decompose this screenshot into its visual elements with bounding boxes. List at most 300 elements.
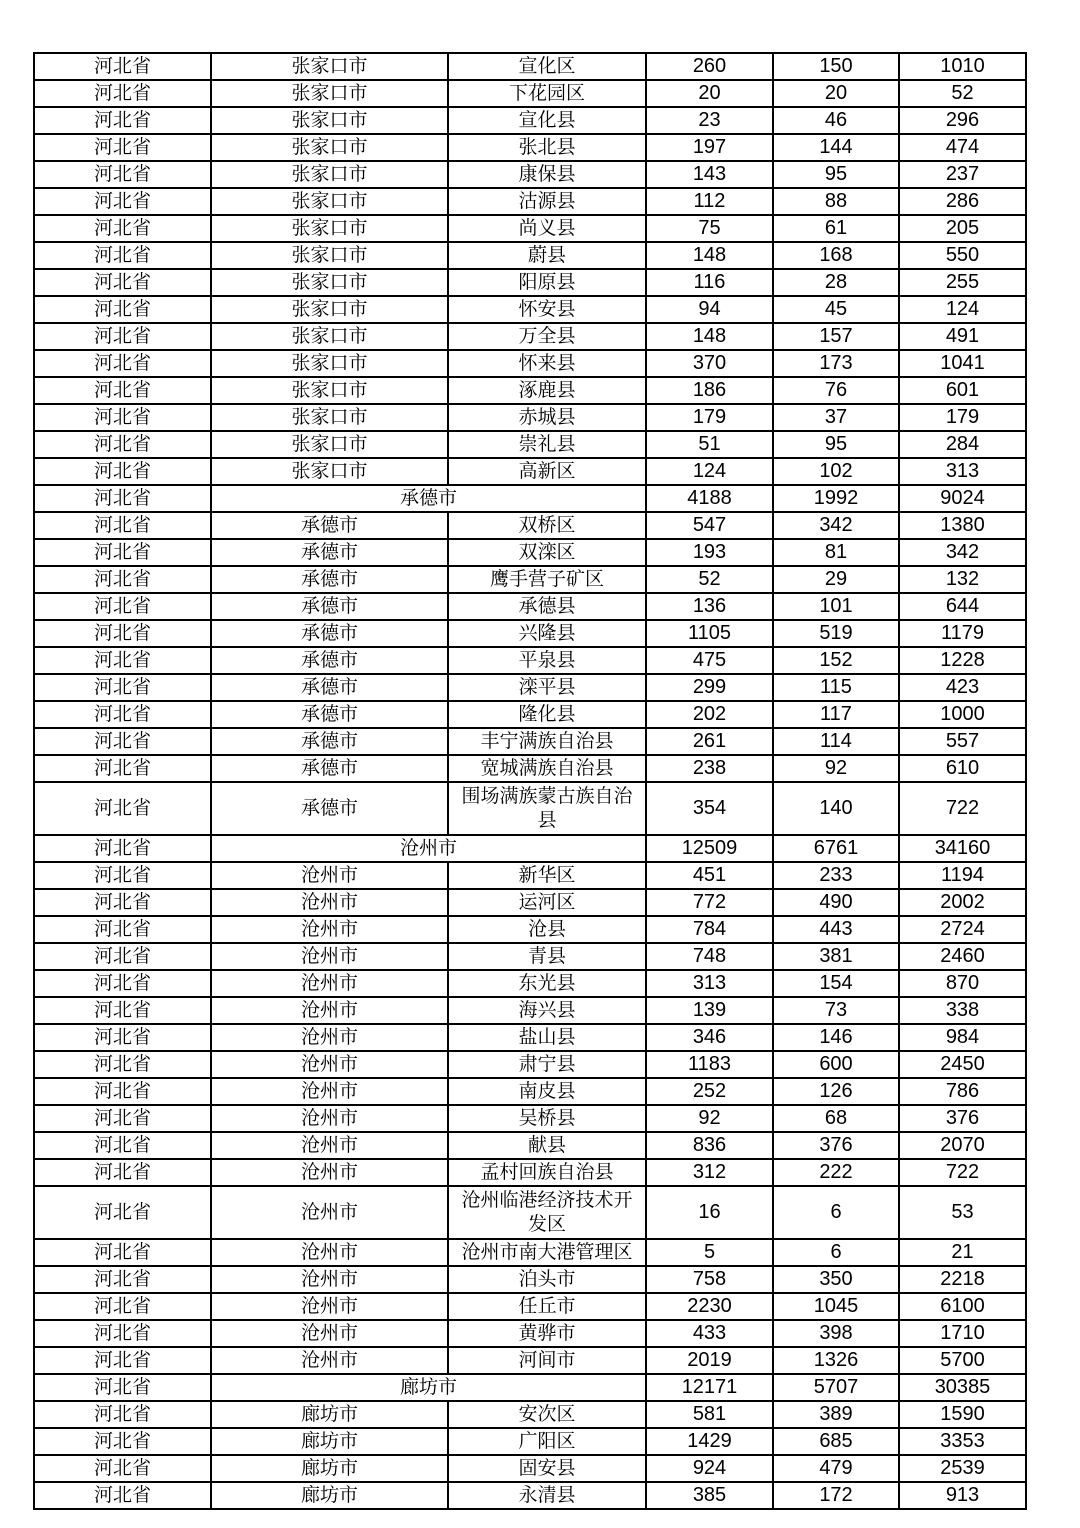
city-cell: 承德市 [211, 593, 448, 620]
province-cell: 河北省 [34, 728, 211, 755]
city-cell: 廊坊市 [211, 1401, 448, 1428]
province-cell: 河北省 [34, 647, 211, 674]
city-cell: 廊坊市 [211, 1428, 448, 1455]
table-row [34, 674, 1026, 701]
district-cell: 蔚县 [448, 242, 646, 269]
district-cell: 盐山县 [448, 1024, 646, 1051]
city-cell: 张家口市 [211, 296, 448, 323]
table-row [34, 916, 1026, 943]
province-cell: 河北省 [34, 134, 211, 161]
district-cell: 崇礼县 [448, 431, 646, 458]
province-cell: 河北省 [34, 1078, 211, 1105]
table-row [34, 1159, 1026, 1186]
district-cell: 新华区 [448, 862, 646, 889]
value-cell: 75 [646, 215, 773, 242]
table-row [34, 1105, 1026, 1132]
city-cell: 沧州市 [211, 916, 448, 943]
value-cell: 102 [773, 458, 899, 485]
value-cell: 150 [773, 53, 899, 80]
value-cell: 1000 [899, 701, 1026, 728]
city-cell: 张家口市 [211, 350, 448, 377]
value-cell: 255 [899, 269, 1026, 296]
city-cell: 张家口市 [211, 80, 448, 107]
value-cell: 2019 [646, 1347, 773, 1374]
table-row [34, 539, 1026, 566]
province-cell: 河北省 [34, 1482, 211, 1509]
value-cell: 144 [773, 134, 899, 161]
city-cell: 廊坊市 [211, 1455, 448, 1482]
province-cell: 河北省 [34, 1051, 211, 1078]
city-cell: 承德市 [211, 728, 448, 755]
table-row [34, 566, 1026, 593]
value-cell: 61 [773, 215, 899, 242]
district-cell: 东光县 [448, 970, 646, 997]
value-cell: 139 [646, 997, 773, 1024]
district-cell: 围场满族蒙古族自治县 [448, 782, 646, 835]
value-cell: 37 [773, 404, 899, 431]
value-cell: 152 [773, 647, 899, 674]
value-cell: 451 [646, 862, 773, 889]
table-row [34, 701, 1026, 728]
district-cell: 沽源县 [448, 188, 646, 215]
district-cell: 赤城县 [448, 404, 646, 431]
value-cell: 148 [646, 323, 773, 350]
province-cell: 河北省 [34, 593, 211, 620]
district-cell: 永清县 [448, 1482, 646, 1509]
value-cell: 115 [773, 674, 899, 701]
city-cell: 沧州市 [211, 1293, 448, 1320]
table-row [34, 889, 1026, 916]
province-cell: 河北省 [34, 269, 211, 296]
city-cell: 张家口市 [211, 404, 448, 431]
value-cell: 1326 [773, 1347, 899, 1374]
data-table [33, 52, 1027, 1510]
district-cell: 黄骅市 [448, 1320, 646, 1347]
province-cell: 河北省 [34, 539, 211, 566]
district-cell: 河间市 [448, 1347, 646, 1374]
value-cell: 5 [646, 1239, 773, 1266]
value-cell: 342 [899, 539, 1026, 566]
table-row [34, 1293, 1026, 1320]
district-cell: 运河区 [448, 889, 646, 916]
value-cell: 685 [773, 1428, 899, 1455]
province-cell: 河北省 [34, 862, 211, 889]
value-cell: 286 [899, 188, 1026, 215]
value-cell: 479 [773, 1455, 899, 1482]
district-cell: 隆化县 [448, 701, 646, 728]
value-cell: 21 [899, 1239, 1026, 1266]
value-cell: 51 [646, 431, 773, 458]
province-cell: 河北省 [34, 485, 211, 512]
value-cell: 186 [646, 377, 773, 404]
table-row [34, 1132, 1026, 1159]
value-cell: 354 [646, 782, 773, 835]
value-cell: 312 [646, 1159, 773, 1186]
city-cell: 张家口市 [211, 188, 448, 215]
table-row [34, 134, 1026, 161]
value-cell: 547 [646, 512, 773, 539]
city-cell: 沧州市 [211, 1347, 448, 1374]
district-cell: 康保县 [448, 161, 646, 188]
value-cell: 20 [646, 80, 773, 107]
table-row [34, 1024, 1026, 1051]
province-cell: 河北省 [34, 404, 211, 431]
city-cell: 沧州市 [211, 862, 448, 889]
city-cell: 张家口市 [211, 431, 448, 458]
value-cell: 299 [646, 674, 773, 701]
value-cell: 237 [899, 161, 1026, 188]
province-cell: 河北省 [34, 1374, 211, 1401]
province-cell: 河北省 [34, 566, 211, 593]
table-row [34, 215, 1026, 242]
city-cell: 承德市 [211, 755, 448, 782]
district-cell: 高新区 [448, 458, 646, 485]
city-cell: 沧州市 [211, 1239, 448, 1266]
value-cell: 474 [899, 134, 1026, 161]
value-cell: 772 [646, 889, 773, 916]
district-cell: 怀安县 [448, 296, 646, 323]
value-cell: 870 [899, 970, 1026, 997]
district-cell: 阳原县 [448, 269, 646, 296]
city-cell: 承德市 [211, 512, 448, 539]
value-cell: 202 [646, 701, 773, 728]
value-cell: 9024 [899, 485, 1026, 512]
value-cell: 112 [646, 188, 773, 215]
table-row [34, 431, 1026, 458]
table-row [34, 647, 1026, 674]
value-cell: 73 [773, 997, 899, 1024]
district-cell: 平泉县 [448, 647, 646, 674]
district-cell: 尚义县 [448, 215, 646, 242]
value-cell: 5700 [899, 1347, 1026, 1374]
value-cell: 12171 [646, 1374, 773, 1401]
value-cell: 95 [773, 431, 899, 458]
table-row [34, 1482, 1026, 1509]
province-cell: 河北省 [34, 1239, 211, 1266]
table-row [34, 1051, 1026, 1078]
district-cell: 南皮县 [448, 1078, 646, 1105]
value-cell: 423 [899, 674, 1026, 701]
table-row [34, 593, 1026, 620]
district-cell: 青县 [448, 943, 646, 970]
value-cell: 376 [773, 1132, 899, 1159]
district-cell: 吴桥县 [448, 1105, 646, 1132]
value-cell: 581 [646, 1401, 773, 1428]
city-cell: 沧州市 [211, 1266, 448, 1293]
city-cell: 承德市 [211, 566, 448, 593]
city-cell: 承德市 [211, 647, 448, 674]
table-row [34, 269, 1026, 296]
table-row [34, 755, 1026, 782]
province-cell: 河北省 [34, 835, 211, 862]
value-cell: 1045 [773, 1293, 899, 1320]
value-cell: 172 [773, 1482, 899, 1509]
table-row [34, 188, 1026, 215]
district-cell: 双滦区 [448, 539, 646, 566]
table-row [34, 53, 1026, 80]
city-cell: 张家口市 [211, 53, 448, 80]
district-cell: 泊头市 [448, 1266, 646, 1293]
value-cell: 1590 [899, 1401, 1026, 1428]
value-cell: 88 [773, 188, 899, 215]
province-cell: 河北省 [34, 377, 211, 404]
table-row [34, 1186, 1026, 1239]
table-row [34, 350, 1026, 377]
value-cell: 34160 [899, 835, 1026, 862]
value-cell: 342 [773, 512, 899, 539]
value-cell: 784 [646, 916, 773, 943]
district-cell: 宣化县 [448, 107, 646, 134]
province-cell: 河北省 [34, 620, 211, 647]
province-cell: 河北省 [34, 970, 211, 997]
value-cell: 433 [646, 1320, 773, 1347]
value-cell: 381 [773, 943, 899, 970]
province-cell: 河北省 [34, 1320, 211, 1347]
value-cell: 81 [773, 539, 899, 566]
value-cell: 644 [899, 593, 1026, 620]
city-cell: 沧州市 [211, 943, 448, 970]
province-cell: 河北省 [34, 80, 211, 107]
province-cell: 河北省 [34, 755, 211, 782]
value-cell: 748 [646, 943, 773, 970]
city-cell: 沧州市 [211, 1159, 448, 1186]
district-cell: 下花园区 [448, 80, 646, 107]
table-row [34, 323, 1026, 350]
province-cell: 河北省 [34, 1455, 211, 1482]
value-cell: 6 [773, 1239, 899, 1266]
value-cell: 491 [899, 323, 1026, 350]
province-cell: 河北省 [34, 512, 211, 539]
province-cell: 河北省 [34, 431, 211, 458]
table-row [34, 1455, 1026, 1482]
city-cell: 沧州市 [211, 1051, 448, 1078]
value-cell: 913 [899, 1482, 1026, 1509]
district-cell: 肃宁县 [448, 1051, 646, 1078]
table-row [34, 1401, 1026, 1428]
value-cell: 3353 [899, 1428, 1026, 1455]
city-cell: 张家口市 [211, 458, 448, 485]
district-cell: 涿鹿县 [448, 377, 646, 404]
province-cell: 河北省 [34, 916, 211, 943]
value-cell: 1710 [899, 1320, 1026, 1347]
value-cell: 786 [899, 1078, 1026, 1105]
value-cell: 385 [646, 1482, 773, 1509]
value-cell: 140 [773, 782, 899, 835]
table-row [34, 512, 1026, 539]
value-cell: 6 [773, 1186, 899, 1239]
city-cell: 沧州市 [211, 1320, 448, 1347]
value-cell: 233 [773, 862, 899, 889]
value-cell: 557 [899, 728, 1026, 755]
value-cell: 490 [773, 889, 899, 916]
table-row [34, 943, 1026, 970]
value-cell: 519 [773, 620, 899, 647]
value-cell: 2230 [646, 1293, 773, 1320]
table-row [34, 80, 1026, 107]
table-row [34, 296, 1026, 323]
table-row [34, 377, 1026, 404]
value-cell: 92 [773, 755, 899, 782]
value-cell: 197 [646, 134, 773, 161]
province-cell: 河北省 [34, 242, 211, 269]
province-cell: 河北省 [34, 350, 211, 377]
province-cell: 河北省 [34, 782, 211, 835]
province-cell: 河北省 [34, 1159, 211, 1186]
province-cell: 河北省 [34, 889, 211, 916]
city-summary-row [34, 1374, 1026, 1401]
city-cell: 承德市 [211, 539, 448, 566]
value-cell: 2450 [899, 1051, 1026, 1078]
city-cell: 张家口市 [211, 377, 448, 404]
value-cell: 94 [646, 296, 773, 323]
province-cell: 河北省 [34, 53, 211, 80]
table-row [34, 1320, 1026, 1347]
value-cell: 722 [899, 1159, 1026, 1186]
value-cell: 252 [646, 1078, 773, 1105]
value-cell: 284 [899, 431, 1026, 458]
table-row [34, 161, 1026, 188]
value-cell: 1194 [899, 862, 1026, 889]
value-cell: 1010 [899, 53, 1026, 80]
table-row [34, 107, 1026, 134]
city-summary-row [34, 485, 1026, 512]
value-cell: 168 [773, 242, 899, 269]
value-cell: 4188 [646, 485, 773, 512]
district-cell: 安次区 [448, 1401, 646, 1428]
province-cell: 河北省 [34, 188, 211, 215]
value-cell: 1380 [899, 512, 1026, 539]
city-cell: 张家口市 [211, 107, 448, 134]
city-cell: 沧州市 [211, 1024, 448, 1051]
city-cell: 沧州市 [211, 1078, 448, 1105]
value-cell: 1183 [646, 1051, 773, 1078]
value-cell: 68 [773, 1105, 899, 1132]
city-cell: 张家口市 [211, 134, 448, 161]
value-cell: 2218 [899, 1266, 1026, 1293]
district-cell: 沧州临港经济技术开发区 [448, 1186, 646, 1239]
province-cell: 河北省 [34, 1186, 211, 1239]
value-cell: 2002 [899, 889, 1026, 916]
value-cell: 179 [646, 404, 773, 431]
value-cell: 6100 [899, 1293, 1026, 1320]
value-cell: 550 [899, 242, 1026, 269]
value-cell: 260 [646, 53, 773, 80]
district-cell: 怀来县 [448, 350, 646, 377]
value-cell: 313 [646, 970, 773, 997]
district-cell: 张北县 [448, 134, 646, 161]
province-cell: 河北省 [34, 1266, 211, 1293]
value-cell: 16 [646, 1186, 773, 1239]
province-cell: 河北省 [34, 1132, 211, 1159]
city-cell: 沧州市 [211, 1105, 448, 1132]
value-cell: 313 [899, 458, 1026, 485]
province-cell: 河北省 [34, 458, 211, 485]
district-cell: 献县 [448, 1132, 646, 1159]
city-cell: 沧州市 [211, 1132, 448, 1159]
value-cell: 222 [773, 1159, 899, 1186]
district-cell: 万全县 [448, 323, 646, 350]
value-cell: 132 [899, 566, 1026, 593]
value-cell: 1105 [646, 620, 773, 647]
table-row [34, 782, 1026, 835]
city-cell: 廊坊市 [211, 1482, 448, 1509]
city-cell: 张家口市 [211, 269, 448, 296]
value-cell: 2539 [899, 1455, 1026, 1482]
value-cell: 126 [773, 1078, 899, 1105]
value-cell: 758 [646, 1266, 773, 1293]
city-cell: 张家口市 [211, 161, 448, 188]
value-cell: 2070 [899, 1132, 1026, 1159]
city-cell: 张家口市 [211, 242, 448, 269]
value-cell: 601 [899, 377, 1026, 404]
city-cell: 承德市 [211, 701, 448, 728]
city-cell: 沧州市 [211, 835, 646, 862]
value-cell: 136 [646, 593, 773, 620]
province-cell: 河北省 [34, 161, 211, 188]
district-cell: 双桥区 [448, 512, 646, 539]
table-row [34, 620, 1026, 647]
district-cell: 沧州市南大港管理区 [448, 1239, 646, 1266]
table-row [34, 970, 1026, 997]
district-cell: 鹰手营子矿区 [448, 566, 646, 593]
value-cell: 45 [773, 296, 899, 323]
value-cell: 475 [646, 647, 773, 674]
value-cell: 296 [899, 107, 1026, 134]
district-cell: 沧县 [448, 916, 646, 943]
table-row [34, 242, 1026, 269]
province-cell: 河北省 [34, 107, 211, 134]
value-cell: 179 [899, 404, 1026, 431]
table-body [34, 53, 1026, 1509]
value-cell: 722 [899, 782, 1026, 835]
value-cell: 95 [773, 161, 899, 188]
value-cell: 1992 [773, 485, 899, 512]
province-cell: 河北省 [34, 1024, 211, 1051]
city-cell: 廊坊市 [211, 1374, 646, 1401]
city-cell: 承德市 [211, 485, 646, 512]
value-cell: 124 [899, 296, 1026, 323]
district-cell: 宣化区 [448, 53, 646, 80]
district-cell: 海兴县 [448, 997, 646, 1024]
value-cell: 193 [646, 539, 773, 566]
district-cell: 承德县 [448, 593, 646, 620]
province-cell: 河北省 [34, 1293, 211, 1320]
value-cell: 836 [646, 1132, 773, 1159]
value-cell: 114 [773, 728, 899, 755]
table-row [34, 862, 1026, 889]
value-cell: 173 [773, 350, 899, 377]
district-cell: 固安县 [448, 1455, 646, 1482]
province-cell: 河北省 [34, 1105, 211, 1132]
value-cell: 261 [646, 728, 773, 755]
value-cell: 157 [773, 323, 899, 350]
value-cell: 143 [646, 161, 773, 188]
value-cell: 148 [646, 242, 773, 269]
city-cell: 承德市 [211, 674, 448, 701]
value-cell: 376 [899, 1105, 1026, 1132]
value-cell: 76 [773, 377, 899, 404]
table-row [34, 997, 1026, 1024]
value-cell: 117 [773, 701, 899, 728]
province-cell: 河北省 [34, 296, 211, 323]
value-cell: 338 [899, 997, 1026, 1024]
value-cell: 1041 [899, 350, 1026, 377]
value-cell: 101 [773, 593, 899, 620]
city-cell: 张家口市 [211, 323, 448, 350]
table-row [34, 1347, 1026, 1374]
province-cell: 河北省 [34, 1347, 211, 1374]
province-cell: 河北省 [34, 943, 211, 970]
